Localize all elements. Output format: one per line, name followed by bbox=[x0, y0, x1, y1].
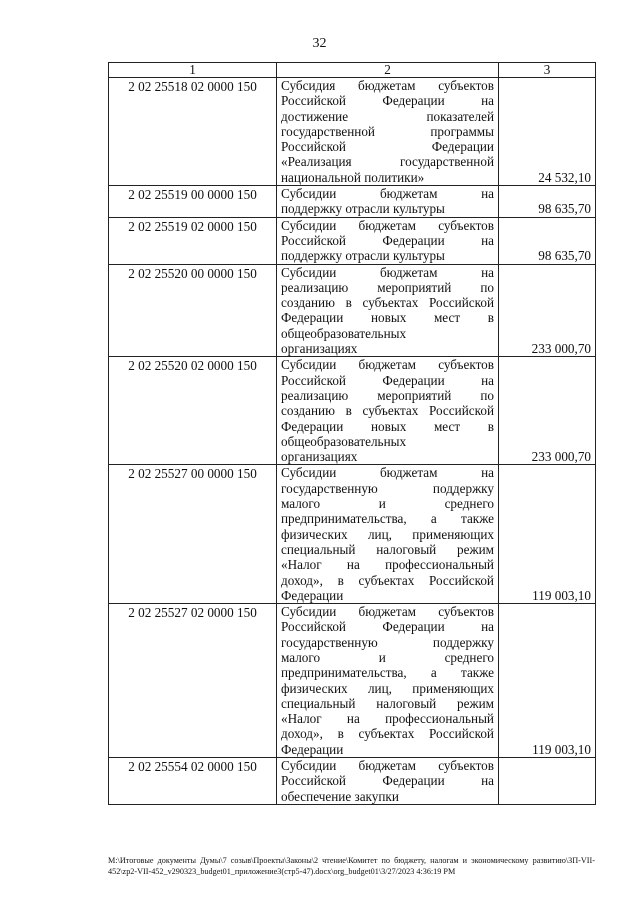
revenue-name-cell bbox=[277, 758, 499, 805]
table-row bbox=[109, 357, 596, 465]
amount-cell bbox=[499, 758, 596, 805]
revenue-name-line: Российской Федерации на bbox=[281, 232, 494, 248]
revenue-name-line: государственную поддержку bbox=[281, 634, 494, 650]
amount-cell: 98 635,70 bbox=[499, 217, 596, 264]
revenue-name-line: Субсидии бюджетам субъектов bbox=[281, 357, 494, 373]
revenue-name-line: обеспечение закупки bbox=[281, 788, 399, 804]
revenue-name-line: организациях bbox=[281, 449, 358, 465]
revenue-name-cell bbox=[277, 217, 499, 264]
budget-code-cell: 2 02 25554 02 0000 150 bbox=[109, 758, 277, 805]
revenue-name-line: физических лиц, применяющих bbox=[281, 526, 494, 542]
revenue-name-line: достижение показателей bbox=[281, 108, 494, 124]
revenue-name-line: Российской Федерации на bbox=[281, 773, 494, 789]
revenue-name-line: Субсидии бюджетам субъектов bbox=[281, 758, 494, 774]
table-row bbox=[109, 465, 596, 604]
revenue-name-line: специальный налоговый режим bbox=[281, 541, 494, 557]
budget-code-cell: 2 02 25520 02 0000 150 bbox=[109, 357, 277, 465]
table-row bbox=[109, 217, 596, 264]
table-row bbox=[109, 78, 596, 186]
revenue-name-cell bbox=[277, 186, 499, 218]
amount-cell: 233 000,70 bbox=[499, 357, 596, 465]
revenue-name-line: поддержку отрасли культуры bbox=[281, 201, 445, 217]
revenue-name-cell bbox=[277, 78, 499, 186]
revenue-name-line: государственной программы bbox=[281, 123, 494, 139]
revenue-name-line: «Налог на профессиональный bbox=[281, 557, 494, 573]
revenue-name-line: созданию в субъектах Российской bbox=[281, 403, 494, 419]
amount-cell: 24 532,10 bbox=[499, 78, 596, 186]
revenue-name-line: Субсидии бюджетам на bbox=[281, 264, 494, 280]
revenue-name-line: организациях bbox=[281, 341, 358, 357]
budget-code-cell: 2 02 25527 00 0000 150 bbox=[109, 465, 277, 604]
revenue-name-line: предпринимательства, а также bbox=[281, 511, 494, 527]
revenue-name-line: общеобразовательных bbox=[281, 433, 407, 449]
revenue-name-line: реализацию мероприятий по bbox=[281, 387, 494, 403]
file-path-footer: M:\Итоговые документы Думы\7 созыв\Проекты\Законы\2 чтение\Комитет по бюджету, налогам и экономическому развитию\ЗП-VII-452\zp2-VII-452_v290323_budget01_приложение3(стр5-47).docx\org_budget01\3/27/2023 4:36:19 PM bbox=[108, 856, 595, 876]
revenue-name-line: Федерации новых мест в bbox=[281, 418, 494, 434]
table-row bbox=[109, 186, 596, 218]
revenue-name-line: Федерации новых мест в bbox=[281, 310, 494, 326]
table-row bbox=[109, 758, 596, 805]
revenue-name-line: общеобразовательных bbox=[281, 325, 407, 341]
revenue-name-line: «Налог на профессиональный bbox=[281, 711, 494, 727]
amount-cell: 119 003,10 bbox=[499, 465, 596, 604]
column-header-amount: 3 bbox=[499, 63, 596, 78]
amount-cell: 233 000,70 bbox=[499, 264, 596, 357]
revenue-name-line: малого и среднего bbox=[281, 649, 494, 665]
revenue-name-line: малого и среднего bbox=[281, 496, 494, 512]
revenue-name-line: Федерации bbox=[281, 587, 344, 603]
revenue-name-line: Субсидии бюджетам на bbox=[281, 465, 494, 481]
revenue-name-line: Российской Федерации на bbox=[281, 372, 494, 388]
column-header-name: 2 bbox=[277, 63, 499, 78]
revenue-name-line: поддержку отрасли культуры bbox=[281, 248, 445, 264]
revenue-name-line: Российской Федерации bbox=[281, 139, 494, 155]
revenue-name-line: Субсидии бюджетам на bbox=[281, 186, 494, 202]
revenue-name-line: доход», в субъектах Российской bbox=[281, 572, 494, 588]
revenue-name-cell bbox=[277, 604, 499, 758]
revenue-name-line: Российской Федерации на bbox=[281, 93, 494, 109]
table-body bbox=[109, 78, 596, 805]
revenue-name-line: реализацию мероприятий по bbox=[281, 279, 494, 295]
amount-cell: 98 635,70 bbox=[499, 186, 596, 218]
column-header-code: 1 bbox=[109, 63, 277, 78]
revenue-name-line: Федерации bbox=[281, 741, 344, 757]
revenue-name-cell bbox=[277, 264, 499, 357]
revenue-name-line: созданию в субъектах Российской bbox=[281, 295, 494, 311]
page-number: 32 bbox=[312, 36, 327, 51]
table-header-row bbox=[109, 63, 596, 78]
budget-code-cell: 2 02 25527 02 0000 150 bbox=[109, 604, 277, 758]
table-row bbox=[109, 264, 596, 357]
budget-table bbox=[108, 62, 596, 805]
revenue-name-line: «Реализация государственной bbox=[281, 154, 494, 170]
revenue-name-line: государственную поддержку bbox=[281, 480, 494, 496]
amount-cell: 119 003,10 bbox=[499, 604, 596, 758]
budget-code-cell: 2 02 25520 00 0000 150 bbox=[109, 264, 277, 357]
revenue-name-cell bbox=[277, 465, 499, 604]
budget-code-cell: 2 02 25519 02 0000 150 bbox=[109, 217, 277, 264]
revenue-name-line: специальный налоговый режим bbox=[281, 695, 494, 711]
table-row bbox=[109, 604, 596, 758]
revenue-name-line: Субсидии бюджетам субъектов bbox=[281, 604, 494, 620]
revenue-name-line: доход», в субъектах Российской bbox=[281, 726, 494, 742]
revenue-name-cell bbox=[277, 357, 499, 465]
budget-code-cell: 2 02 25518 02 0000 150 bbox=[109, 78, 277, 186]
revenue-name-line: Субсидии бюджетам субъектов bbox=[281, 217, 494, 233]
budget-code-cell: 2 02 25519 00 0000 150 bbox=[109, 186, 277, 218]
revenue-name-line: Субсидия бюджетам субъектов bbox=[281, 78, 494, 93]
revenue-name-line: предпринимательства, а также bbox=[281, 665, 494, 681]
revenue-name-line: физических лиц, применяющих bbox=[281, 680, 494, 696]
revenue-name-line: Российской Федерации на bbox=[281, 619, 494, 635]
revenue-name-line: национальной политики» bbox=[281, 169, 425, 185]
